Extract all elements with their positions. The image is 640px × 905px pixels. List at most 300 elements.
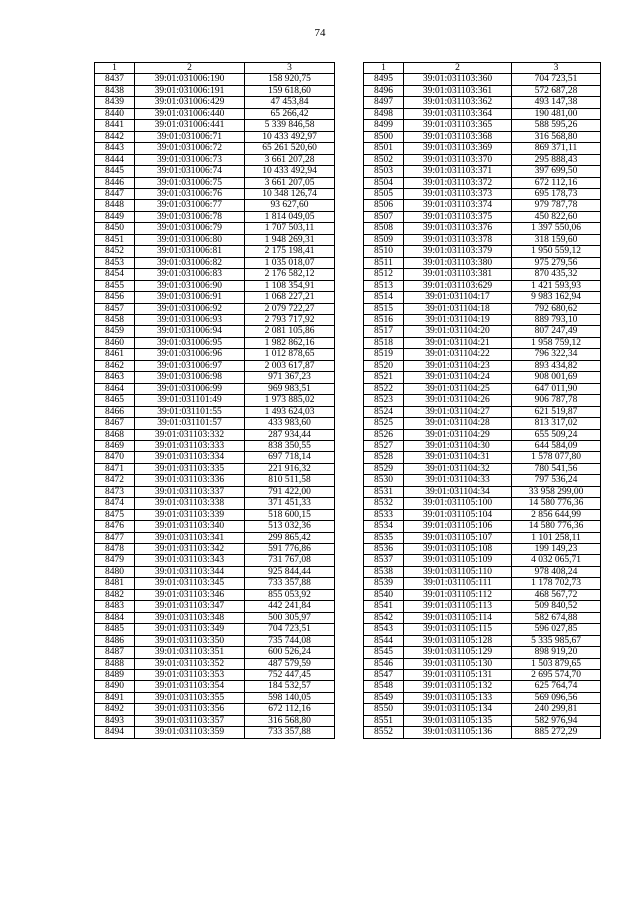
table-row [364,475,601,486]
cadastral-number-cell: 39:01:031103:381 [404,269,512,280]
cadastral-number-cell: 39:01:031105:104 [404,509,512,520]
value-cell: 752 447,45 [245,670,335,681]
cadastral-number-cell: 39:01:031104:28 [404,418,512,429]
row-number-cell: 8521 [364,372,404,383]
table-row [95,544,335,555]
table-row [95,257,335,268]
value-cell: 199 149,23 [512,544,601,555]
row-number-cell: 8505 [364,188,404,199]
cadastral-number-cell: 39:01:031105:109 [404,555,512,566]
cadastral-number-cell: 39:01:031104:33 [404,475,512,486]
value-cell: 1 101 258,11 [512,532,601,543]
table-row [364,120,601,131]
row-number-cell: 8463 [95,372,135,383]
value-cell: 3 661 207,05 [245,177,335,188]
cadastral-number-cell: 39:01:031103:364 [404,108,512,119]
cadastral-number-cell: 39:01:031006:82 [135,257,245,268]
cadastral-number-cell: 39:01:031103:332 [135,429,245,440]
value-cell: 655 509,24 [512,429,601,440]
value-cell: 1 578 077,80 [512,452,601,463]
value-cell: 158 920,75 [245,74,335,85]
value-cell: 487 579,59 [245,658,335,669]
cadastral-number-cell: 39:01:031006:97 [135,360,245,371]
row-number-cell: 8546 [364,658,404,669]
table-row [364,188,601,199]
row-number-cell: 8533 [364,509,404,520]
value-cell: 908 001,69 [512,372,601,383]
table-header-row [95,63,335,74]
table-row [364,681,601,692]
value-cell: 14 580 776,36 [512,498,601,509]
value-cell: 898 919,20 [512,647,601,658]
value-cell: 33 958 299,00 [512,486,601,497]
row-number-cell: 8502 [364,154,404,165]
value-cell: 704 723,51 [245,624,335,635]
table-row [364,223,601,234]
cadastral-number-cell: 39:01:031103:351 [135,647,245,658]
row-number-cell: 8441 [95,120,135,131]
cadastral-number-cell: 39:01:031104:34 [404,486,512,497]
table-row [95,727,335,738]
row-number-cell: 8478 [95,544,135,555]
cadastral-number-cell: 39:01:031104:21 [404,337,512,348]
cadastral-number-cell: 39:01:031104:24 [404,372,512,383]
table-row [364,601,601,612]
row-number-cell: 8512 [364,269,404,280]
table-row [95,715,335,726]
table-row [364,85,601,96]
row-number-cell: 8549 [364,692,404,703]
table-row [95,303,335,314]
row-number-cell: 8536 [364,544,404,555]
table-row [364,372,601,383]
table-row [364,383,601,394]
table-row [95,589,335,600]
cadastral-number-cell: 39:01:031104:18 [404,303,512,314]
cadastral-number-cell: 39:01:031105:113 [404,601,512,612]
table-row [364,715,601,726]
table-row [95,681,335,692]
row-number-cell: 8454 [95,269,135,280]
value-cell: 513 032,36 [245,521,335,532]
row-number-cell: 8477 [95,532,135,543]
value-cell: 4 032 065,71 [512,555,601,566]
row-number-cell: 8520 [364,360,404,371]
cadastral-number-cell: 39:01:031103:339 [135,509,245,520]
value-cell: 870 435,32 [512,269,601,280]
row-number-cell: 8527 [364,440,404,451]
row-number-cell: 8461 [95,349,135,360]
table-row [95,521,335,532]
table-row [364,200,601,211]
row-number-cell: 8442 [95,131,135,142]
cadastral-number-cell: 39:01:031105:135 [404,715,512,726]
row-number-cell: 8465 [95,395,135,406]
value-cell: 10 433 492,94 [245,166,335,177]
row-number-cell: 8508 [364,223,404,234]
value-cell: 159 618,60 [245,85,335,96]
row-number-cell: 8530 [364,475,404,486]
row-number-cell: 8496 [364,85,404,96]
row-number-cell: 8499 [364,120,404,131]
table-row [95,326,335,337]
row-number-cell: 8446 [95,177,135,188]
table-row [95,269,335,280]
table-row [95,635,335,646]
table-row [364,452,601,463]
value-cell: 2 793 717,92 [245,314,335,325]
table-row [95,647,335,658]
row-number-cell: 8514 [364,292,404,303]
cadastral-number-cell: 39:01:031006:429 [135,97,245,108]
value-cell: 733 357,88 [245,727,335,738]
value-cell: 9 983 162,94 [512,292,601,303]
table-row [364,612,601,623]
row-number-cell: 8479 [95,555,135,566]
cadastral-number-cell: 39:01:031103:337 [135,486,245,497]
value-cell: 2 856 644,99 [512,509,601,520]
table-row [95,246,335,257]
table-row [95,211,335,222]
cadastral-number-cell: 39:01:031103:371 [404,166,512,177]
row-number-cell: 8538 [364,566,404,577]
table-row [95,429,335,440]
table-row [95,704,335,715]
table-row [95,223,335,234]
row-number-cell: 8438 [95,85,135,96]
row-number-cell: 8509 [364,234,404,245]
cadastral-number-cell: 39:01:031105:110 [404,566,512,577]
row-number-cell: 8523 [364,395,404,406]
cadastral-number-cell: 39:01:031105:133 [404,692,512,703]
value-cell: 371 451,33 [245,498,335,509]
cadastral-number-cell: 39:01:031103:341 [135,532,245,543]
cadastral-number-cell: 39:01:031105:111 [404,578,512,589]
table-row [364,349,601,360]
cadastral-number-cell: 39:01:031104:26 [404,395,512,406]
cadastral-number-cell: 39:01:031104:20 [404,326,512,337]
row-number-cell: 8507 [364,211,404,222]
value-cell: 813 317,02 [512,418,601,429]
row-number-cell: 8491 [95,692,135,703]
row-number-cell: 8544 [364,635,404,646]
value-cell: 1 012 878,65 [245,349,335,360]
table-row [364,635,601,646]
cadastral-number-cell: 39:01:031103:365 [404,120,512,131]
cadastral-number-cell: 39:01:031006:191 [135,85,245,96]
value-cell: 1 948 269,31 [245,234,335,245]
value-cell: 221 916,32 [245,463,335,474]
row-number-cell: 8460 [95,337,135,348]
row-number-cell: 8468 [95,429,135,440]
table-row [95,555,335,566]
cadastral-number-cell: 39:01:031101:49 [135,395,245,406]
row-number-cell: 8552 [364,727,404,738]
table-row [95,463,335,474]
value-cell: 2 695 574,70 [512,670,601,681]
value-cell: 450 822,60 [512,211,601,222]
column-header-value: 3 [512,63,601,74]
table-row [95,418,335,429]
table-row [95,624,335,635]
table-row [95,234,335,245]
row-number-cell: 8484 [95,612,135,623]
value-cell: 697 718,14 [245,452,335,463]
cadastral-number-cell: 39:01:031103:350 [135,635,245,646]
table-row [95,154,335,165]
column-header-cadastral: 2 [135,63,245,74]
cadastral-number-cell: 39:01:031006:75 [135,177,245,188]
value-cell: 1 958 759,12 [512,337,601,348]
table-row [364,154,601,165]
table-row [364,234,601,245]
row-number-cell: 8443 [95,143,135,154]
table-row [364,521,601,532]
row-number-cell: 8550 [364,704,404,715]
value-cell: 287 934,44 [245,429,335,440]
table-row [95,337,335,348]
cadastral-number-cell: 39:01:031103:368 [404,131,512,142]
cadastral-number-cell: 39:01:031103:342 [135,544,245,555]
row-number-cell: 8519 [364,349,404,360]
value-cell: 792 680,62 [512,303,601,314]
row-number-cell: 8444 [95,154,135,165]
value-cell: 582 976,94 [512,715,601,726]
row-number-cell: 8543 [364,624,404,635]
row-number-cell: 8525 [364,418,404,429]
cadastral-number-cell: 39:01:031006:74 [135,166,245,177]
row-number-cell: 8440 [95,108,135,119]
row-number-cell: 8528 [364,452,404,463]
value-cell: 810 511,58 [245,475,335,486]
value-cell: 10 348 126,74 [245,188,335,199]
row-number-cell: 8522 [364,383,404,394]
cadastral-number-cell: 39:01:031103:352 [135,658,245,669]
row-number-cell: 8480 [95,566,135,577]
value-cell: 1 493 624,03 [245,406,335,417]
cadastral-number-cell: 39:01:031006:79 [135,223,245,234]
value-cell: 906 787,78 [512,395,601,406]
value-cell: 93 627,60 [245,200,335,211]
table-row [364,166,601,177]
table-row [95,670,335,681]
table-row [95,406,335,417]
table-row [364,647,601,658]
row-number-cell: 8457 [95,303,135,314]
value-cell: 5 335 985,67 [512,635,601,646]
table-row [364,280,601,291]
row-number-cell: 8537 [364,555,404,566]
value-cell: 704 723,51 [512,74,601,85]
cadastral-number-cell: 39:01:031105:134 [404,704,512,715]
value-cell: 797 536,24 [512,475,601,486]
column-header-value: 3 [245,63,335,74]
row-number-cell: 8540 [364,589,404,600]
cadastral-number-cell: 39:01:031103:355 [135,692,245,703]
cadastral-number-cell: 39:01:031103:359 [135,727,245,738]
row-number-cell: 8473 [95,486,135,497]
cadastral-number-cell: 39:01:031006:96 [135,349,245,360]
value-cell: 582 674,88 [512,612,601,623]
value-cell: 979 787,78 [512,200,601,211]
cadastral-number-cell: 39:01:031006:92 [135,303,245,314]
row-number-cell: 8518 [364,337,404,348]
cadastral-number-cell: 39:01:031103:369 [404,143,512,154]
value-cell: 600 526,24 [245,647,335,658]
row-number-cell: 8452 [95,246,135,257]
cadastral-number-cell: 39:01:031103:343 [135,555,245,566]
row-number-cell: 8448 [95,200,135,211]
value-cell: 572 687,28 [512,85,601,96]
cadastral-number-cell: 39:01:031103:334 [135,452,245,463]
table-row [364,589,601,600]
cadastral-number-cell: 39:01:031104:17 [404,292,512,303]
cadastral-number-cell: 39:01:031101:57 [135,418,245,429]
row-number-cell: 8535 [364,532,404,543]
row-number-cell: 8482 [95,589,135,600]
table-row [95,452,335,463]
value-cell: 889 793,10 [512,314,601,325]
table-row [364,509,601,520]
table-row [364,406,601,417]
value-cell: 2 081 105,86 [245,326,335,337]
cadastral-number-cell: 39:01:031105:136 [404,727,512,738]
table-row [364,578,601,589]
table-row [364,440,601,451]
cadastral-number-cell: 39:01:031103:353 [135,670,245,681]
cadastral-number-cell: 39:01:031104:19 [404,314,512,325]
cadastral-number-cell: 39:01:031006:72 [135,143,245,154]
cadastral-number-cell: 39:01:031103:372 [404,177,512,188]
cadastral-number-cell: 39:01:031103:333 [135,440,245,451]
table-row [364,727,601,738]
row-number-cell: 8467 [95,418,135,429]
value-cell: 975 279,56 [512,257,601,268]
cadastral-number-cell: 39:01:031103:356 [135,704,245,715]
row-number-cell: 8503 [364,166,404,177]
value-cell: 1 397 550,06 [512,223,601,234]
value-cell: 672 112,16 [512,177,601,188]
row-number-cell: 8466 [95,406,135,417]
row-number-cell: 8526 [364,429,404,440]
cadastral-number-cell: 39:01:031104:27 [404,406,512,417]
value-cell: 1 068 227,21 [245,292,335,303]
value-cell: 569 096,56 [512,692,601,703]
row-number-cell: 8539 [364,578,404,589]
cadastral-number-cell: 39:01:031103:375 [404,211,512,222]
value-cell: 190 481,00 [512,108,601,119]
cadastral-number-cell: 39:01:031103:336 [135,475,245,486]
row-number-cell: 8547 [364,670,404,681]
cadastral-number-cell: 39:01:031103:370 [404,154,512,165]
cadastral-number-cell: 39:01:031103:380 [404,257,512,268]
row-number-cell: 8455 [95,280,135,291]
table-row [95,498,335,509]
value-cell: 695 178,73 [512,188,601,199]
row-number-cell: 8501 [364,143,404,154]
row-number-cell: 8517 [364,326,404,337]
row-number-cell: 8500 [364,131,404,142]
left-table-body [95,74,335,738]
table-row [95,188,335,199]
table-row [95,601,335,612]
row-number-cell: 8487 [95,647,135,658]
table-row [95,486,335,497]
cadastral-number-cell: 39:01:031006:78 [135,211,245,222]
table-row [95,475,335,486]
cadastral-number-cell: 39:01:031006:76 [135,188,245,199]
cadastral-number-cell: 39:01:031103:346 [135,589,245,600]
cadastral-number-cell: 39:01:031104:22 [404,349,512,360]
cadastral-number-cell: 39:01:031006:81 [135,246,245,257]
cadastral-number-cell: 39:01:031006:90 [135,280,245,291]
value-cell: 518 600,15 [245,509,335,520]
value-cell: 1 950 559,12 [512,246,601,257]
value-cell: 5 339 846,58 [245,120,335,131]
value-cell: 2 003 617,87 [245,360,335,371]
table-row [364,429,601,440]
row-number-cell: 8492 [95,704,135,715]
value-cell: 591 776,86 [245,544,335,555]
table-row [95,612,335,623]
value-cell: 672 112,16 [245,704,335,715]
table-row [364,314,601,325]
column-header-number: 1 [364,63,404,74]
table-row [95,166,335,177]
column-header-cadastral: 2 [404,63,512,74]
row-number-cell: 8542 [364,612,404,623]
table-row [95,578,335,589]
value-cell: 598 140,05 [245,692,335,703]
table-row [95,143,335,154]
right-table-body [364,74,601,738]
cadastral-number-cell: 39:01:031104:32 [404,463,512,474]
table-row [364,108,601,119]
row-number-cell: 8494 [95,727,135,738]
row-number-cell: 8449 [95,211,135,222]
value-cell: 971 367,23 [245,372,335,383]
cadastral-number-cell: 39:01:031103:376 [404,223,512,234]
row-number-cell: 8469 [95,440,135,451]
value-cell: 316 568,80 [512,131,601,142]
row-number-cell: 8493 [95,715,135,726]
value-cell: 318 159,60 [512,234,601,245]
cadastral-number-cell: 39:01:031103:354 [135,681,245,692]
row-number-cell: 8445 [95,166,135,177]
value-cell: 1 421 593,93 [512,280,601,291]
value-cell: 855 053,92 [245,589,335,600]
cadastral-number-cell: 39:01:031006:91 [135,292,245,303]
row-number-cell: 8447 [95,188,135,199]
cadastral-number-cell: 39:01:031101:55 [135,406,245,417]
row-number-cell: 8439 [95,97,135,108]
table-row [95,395,335,406]
cadastral-number-cell: 39:01:031006:94 [135,326,245,337]
cadastral-number-cell: 39:01:031103:335 [135,463,245,474]
row-number-cell: 8471 [95,463,135,474]
table-row [364,486,601,497]
value-cell: 780 541,56 [512,463,601,474]
value-cell: 500 305,97 [245,612,335,623]
table-row [364,670,601,681]
table-row [364,131,601,142]
cadastral-number-cell: 39:01:031103:373 [404,188,512,199]
value-cell: 2 176 582,12 [245,269,335,280]
value-cell: 442 241,84 [245,601,335,612]
value-cell: 647 011,90 [512,383,601,394]
row-number-cell: 8488 [95,658,135,669]
cadastral-number-cell: 39:01:031103:374 [404,200,512,211]
